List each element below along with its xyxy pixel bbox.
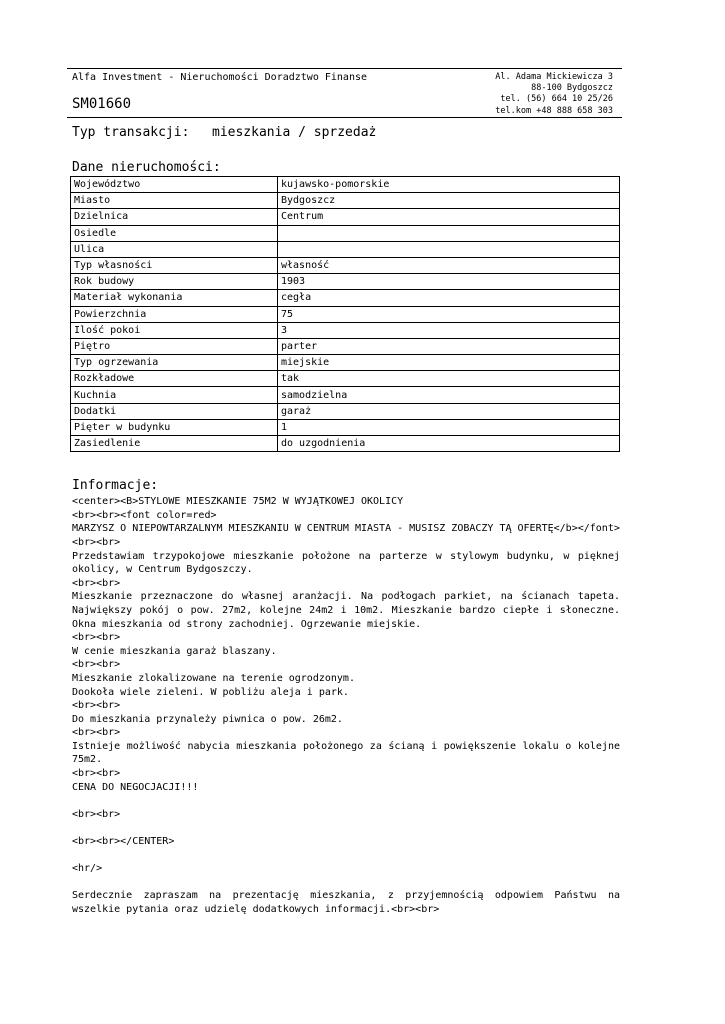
property-value bbox=[278, 225, 620, 241]
property-key: Dzielnica bbox=[71, 209, 278, 225]
property-row bbox=[71, 193, 620, 209]
info-line: <br><br> bbox=[72, 577, 121, 589]
property-row bbox=[71, 355, 620, 371]
info-blank-line bbox=[72, 821, 620, 835]
property-row bbox=[71, 338, 620, 354]
info-line: CENA DO NEGOCJACJI!!! bbox=[72, 781, 199, 793]
property-row bbox=[71, 257, 620, 273]
property-value: własność bbox=[278, 257, 620, 273]
property-row bbox=[71, 436, 620, 452]
property-key: Miasto bbox=[71, 193, 278, 209]
info-line: Przedstawiam trzypokojowe mieszkanie położone na parterze w stylowym budynku, w pięknej okolicy, w Centrum Bydgoszczy. bbox=[72, 550, 620, 576]
property-key: Ilość pokoi bbox=[71, 322, 278, 338]
address-line: tel.kom +48 888 658 303 bbox=[495, 105, 613, 116]
property-value: samodzielna bbox=[278, 387, 620, 403]
property-key: Ulica bbox=[71, 241, 278, 257]
offer-code: SM01660 bbox=[72, 96, 132, 112]
property-value: miejskie bbox=[278, 355, 620, 371]
property-key: Kuchnia bbox=[71, 387, 278, 403]
info-line: <br><br> bbox=[72, 808, 121, 820]
property-key: Województwo bbox=[71, 177, 278, 193]
property-value: 3 bbox=[278, 322, 620, 338]
info-section-title: Informacje: bbox=[72, 478, 159, 494]
property-value: kujawsko-pomorskie bbox=[278, 177, 620, 193]
property-row bbox=[71, 290, 620, 306]
header-bottom-rule bbox=[67, 117, 622, 118]
info-blank-line bbox=[72, 849, 620, 863]
company-name: Alfa Investment - Nieruchomości Doradztwo Finanse bbox=[72, 72, 368, 83]
property-row bbox=[71, 306, 620, 322]
info-line: Mieszkanie zlokalizowane na terenie ogrodzonym. bbox=[72, 672, 355, 684]
info-line: W cenie mieszkania garaż blaszany. bbox=[72, 645, 277, 657]
info-line: <br><br> bbox=[72, 700, 121, 712]
transaction-type bbox=[67, 125, 622, 143]
address-line: 88-100 Bydgoszcz bbox=[531, 83, 613, 94]
info-line: <br><br> bbox=[72, 536, 121, 548]
info-line: <br><br> bbox=[72, 727, 121, 739]
property-table bbox=[70, 176, 620, 452]
info-blank-line bbox=[72, 794, 620, 808]
property-key: Rok budowy bbox=[71, 274, 278, 290]
property-row bbox=[71, 387, 620, 403]
address-line: tel. (56) 664 10 25/26 bbox=[500, 94, 613, 105]
property-value: garaż bbox=[278, 403, 620, 419]
property-section-title: Dane nieruchomości: bbox=[72, 160, 221, 175]
property-row bbox=[71, 371, 620, 387]
info-line: MARZYSZ O NIEPOWTARZALNYM MIESZKANIU W CENTRUM MIASTA - MUSISZ ZOBACZY TĄ OFERTĘ</b></font> bbox=[72, 523, 620, 535]
info-line: <br><br> bbox=[72, 632, 121, 644]
property-key: Dodatki bbox=[71, 403, 278, 419]
company-address bbox=[495, 72, 613, 117]
property-value: Bydgoszcz bbox=[278, 193, 620, 209]
property-row bbox=[71, 241, 620, 257]
header bbox=[67, 69, 622, 117]
property-row bbox=[71, 209, 620, 225]
info-line: <hr/> bbox=[72, 863, 103, 875]
property-value: parter bbox=[278, 338, 620, 354]
property-row bbox=[71, 225, 620, 241]
property-key: Typ ogrzewania bbox=[71, 355, 278, 371]
document-page bbox=[67, 68, 622, 917]
property-key: Powierzchnia bbox=[71, 306, 278, 322]
info-line: Do mieszkania przynależy piwnica o pow. 26m2. bbox=[72, 713, 343, 725]
property-row bbox=[71, 419, 620, 435]
property-key: Piętro bbox=[71, 338, 278, 354]
property-row bbox=[71, 322, 620, 338]
property-value: 75 bbox=[278, 306, 620, 322]
info-line: Serdecznie zapraszam na prezentację mieszkania, z przyjemnością odpowiem Państwu na wszelkie pytania oraz udzielę dodatkowych informacji.<br><br> bbox=[72, 890, 620, 915]
info-text bbox=[67, 495, 620, 916]
property-value bbox=[278, 241, 620, 257]
property-value: cegła bbox=[278, 290, 620, 306]
address-line: Al. Adama Mickiewicza 3 bbox=[495, 72, 613, 82]
property-row bbox=[71, 177, 620, 193]
property-row bbox=[71, 403, 620, 419]
property-key: Osiedle bbox=[71, 225, 278, 241]
property-value: do uzgodnienia bbox=[278, 436, 620, 452]
transaction-value: mieszkania / sprzedaż bbox=[212, 125, 377, 140]
info-line: Istnieje możliwość nabycia mieszkania położonego za ścianą i powiększenie lokalu o kolejne 75m2. bbox=[72, 740, 620, 766]
transaction-label: Typ transakcji: bbox=[72, 125, 190, 140]
info-line: <br><br> bbox=[72, 659, 121, 671]
info-line: Dookoła wiele zieleni. W pobliżu aleja i park. bbox=[72, 686, 349, 698]
info-line: <br><br><font color=red> bbox=[72, 509, 217, 521]
property-key: Pięter w budynku bbox=[71, 419, 278, 435]
property-key: Materiał wykonania bbox=[71, 290, 278, 306]
property-row bbox=[71, 274, 620, 290]
property-value: Centrum bbox=[278, 209, 620, 225]
property-key: Typ własności bbox=[71, 257, 278, 273]
info-line: <br><br></CENTER> bbox=[72, 836, 175, 848]
property-value: 1 bbox=[278, 419, 620, 435]
info-blank-line bbox=[72, 876, 620, 890]
info-line: Mieszkanie przeznaczone do własnej aranżacji. Na podłogach parkiet, na ścianach tapeta. Największy pokój o pow. 27m2, kolejne 24m2 i 10m2. Mieszkanie bardzo ciepłe i słoneczne. Okna mieszkania od strony zachodniej. Ogrzewanie miejskie. bbox=[72, 591, 620, 630]
property-key: Zasiedlenie bbox=[71, 436, 278, 452]
property-value: 1903 bbox=[278, 274, 620, 290]
property-key: Rozkładowe bbox=[71, 371, 278, 387]
property-value: tak bbox=[278, 371, 620, 387]
info-line: <center><B>STYLOWE MIESZKANIE 75M2 W WYJĄTKOWEJ OKOLICY bbox=[72, 496, 404, 508]
info-line: <br><br> bbox=[72, 768, 121, 780]
